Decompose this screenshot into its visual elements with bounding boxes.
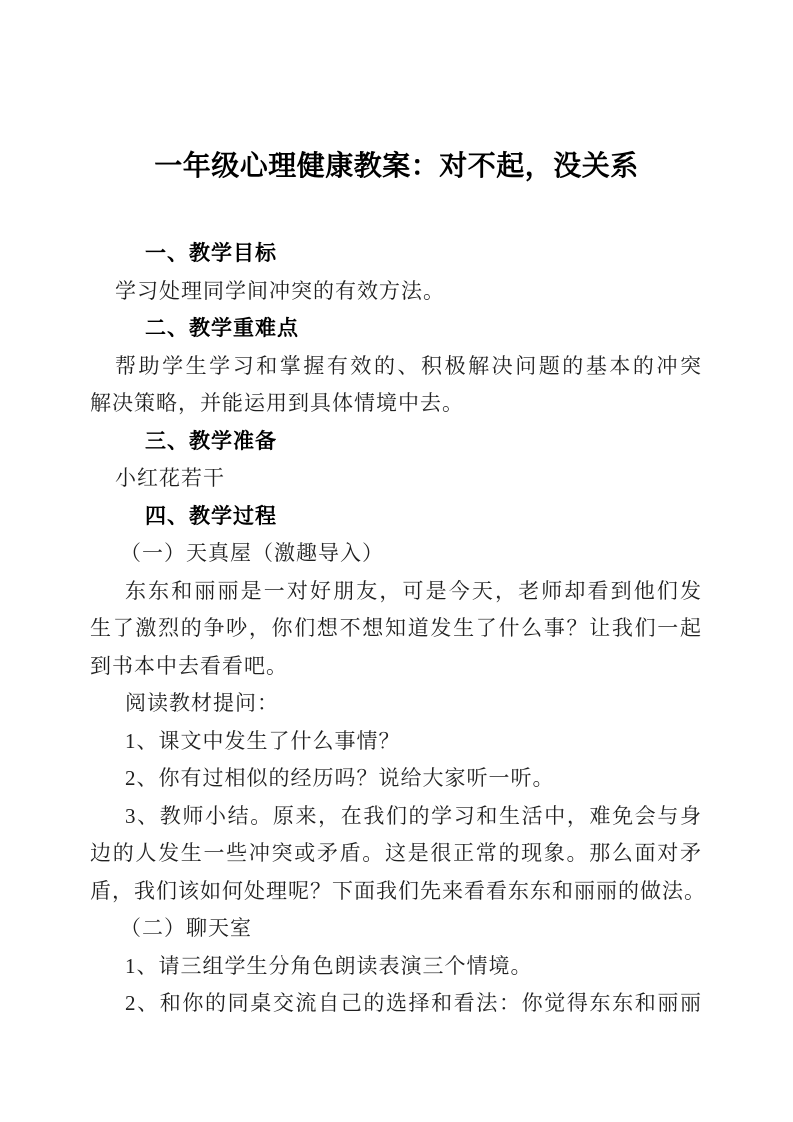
text-line: 阅读教材提问：	[125, 691, 279, 715]
text-line: 1、课文中发生了什么事情？	[125, 728, 401, 753]
text-line: 学习处理同学间冲突的有效方法。	[115, 278, 445, 303]
section-heading: 一、教学目标	[145, 241, 277, 265]
text-line: 到书本中去看看吧。	[90, 653, 288, 678]
text-line: 1、请三组学生分角色朗读表演三个情境。	[125, 953, 533, 978]
text-line: 3、教师小结。原来，在我们的学习和生活中，难免会与身	[125, 803, 702, 828]
document-body	[90, 235, 706, 1023]
text-line: 生了激烈的争吵，你们想不想知道发生了什么事？让我们一起	[90, 616, 702, 640]
section-heading: 四、教学过程	[145, 503, 277, 528]
section-heading: 三、教学准备	[145, 428, 277, 453]
text-line: 东东和丽丽是一对好朋友，可是今天，老师却看到他们发	[125, 578, 702, 603]
text-line: 2、你有过相似的经历吗？说给大家听一听。	[125, 766, 555, 790]
section-heading: 二、教学重难点	[145, 316, 299, 340]
text-line: 2、和你的同桌交流自己的选择和看法：你觉得东东和丽丽	[125, 991, 702, 1015]
text-line: （二）聊天室	[120, 916, 252, 940]
text-line: 边的人发生一些冲突或矛盾。这是很正常的现象。那么面对矛	[90, 841, 702, 865]
text-line: 盾，我们该如何处理呢？下面我们先来看看东东和丽丽的做法。	[90, 878, 706, 903]
text-line: （一）天真屋（激趣导入）	[120, 541, 384, 565]
text-line: 帮助学生学习和掌握有效的、积极解决问题的基本的冲突	[115, 353, 702, 378]
document-title: 一年级心理健康教案：对不起，没关系	[154, 150, 639, 181]
text-line: 小红花若干	[115, 466, 225, 490]
text-line: 解决策略，并能运用到具体情境中去。	[90, 391, 464, 415]
